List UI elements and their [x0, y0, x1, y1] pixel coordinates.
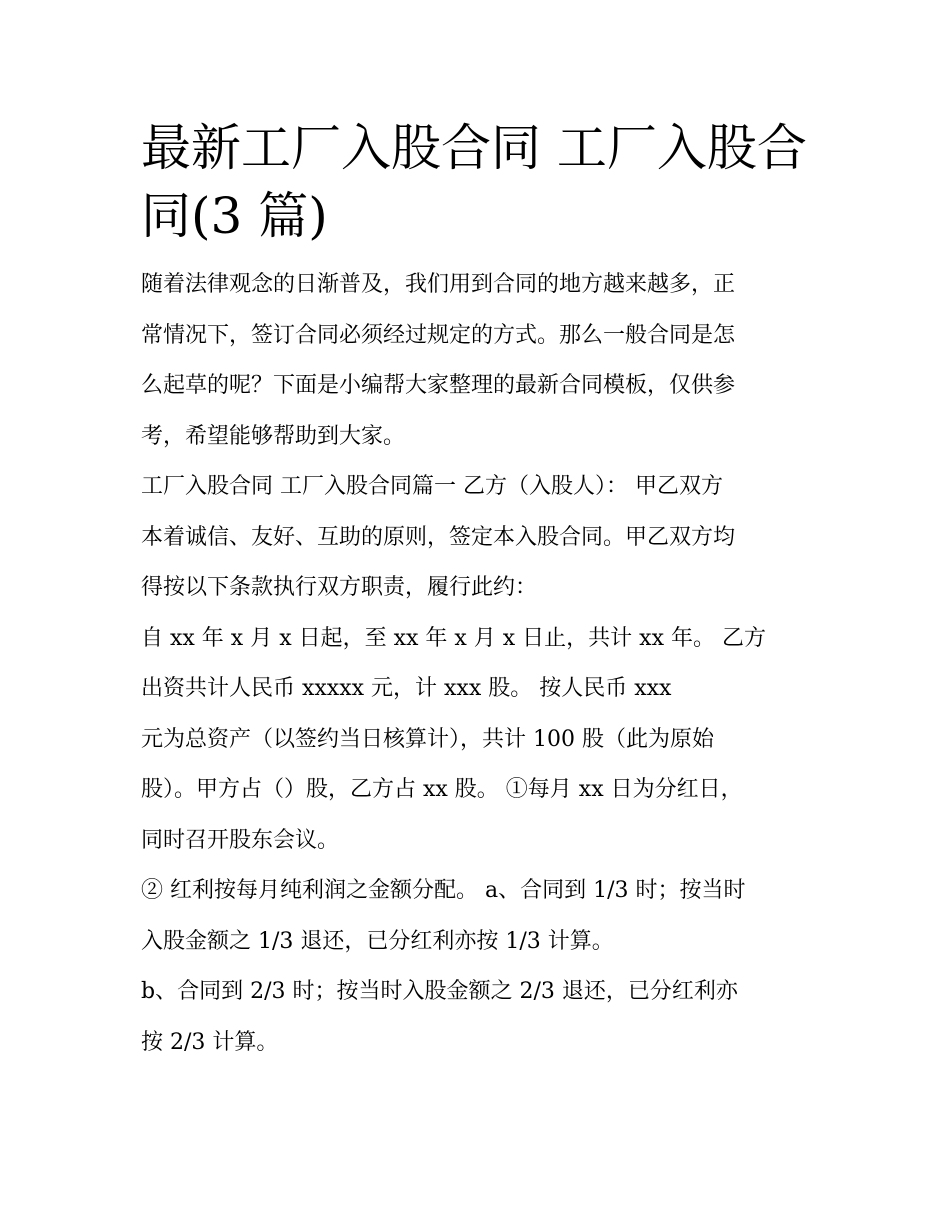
text-line: 同时召开股东会议。	[141, 827, 340, 853]
paragraph-intro	[141, 260, 813, 462]
text-line: 按 2/3 计算。	[141, 1029, 279, 1055]
text-line: 工厂入股合同 工厂入股合同篇一 乙方（入股人）： 甲乙双方	[141, 474, 723, 499]
text-line: 元为总资产（以签约当日核算计），共计 100 股（此为原始	[141, 726, 714, 752]
text-line: 本着诚信、友好、互助的原则，签定本入股合同。甲乙双方均	[141, 524, 736, 550]
text-line: 得按以下条款执行双方职责，履行此约：	[141, 575, 538, 600]
text-line: b、合同到 2/3 时；按当时入股金额之 2/3 退还，已分红利亦	[141, 979, 738, 1004]
title-line-1: 最新工厂入股合同 工厂入股合	[141, 119, 807, 177]
text-line: 股）。甲方占（）股，乙方占 xx 股。 ①每月 xx 日为分红日，	[141, 777, 743, 802]
text-line: 考，希望能够帮助到大家。	[141, 423, 406, 449]
text-line: ② 红利按每月纯利润之金额分配。 a、合同到 1/3 时；按当时	[141, 878, 746, 903]
document-content	[141, 114, 813, 1068]
text-line: 常情况下，签订合同必须经过规定的方式。那么一般合同是怎	[141, 322, 736, 348]
paragraph-contract-intro	[141, 462, 813, 614]
title-line-2: 同(3 篇)	[141, 187, 328, 245]
paragraph-terms	[141, 614, 813, 867]
paragraph-dividend-a	[141, 866, 813, 967]
page-title	[141, 114, 813, 250]
text-line: 入股金额之 1/3 退还，已分红利亦按 1/3 计算。	[141, 928, 614, 954]
text-line: 么起草的呢？下面是小编帮大家整理的最新合同模板，仅供参	[141, 373, 736, 398]
text-line: 随着法律观念的日渐普及，我们用到合同的地方越来越多，正	[141, 272, 736, 297]
paragraph-dividend-b	[141, 967, 813, 1068]
text-line: 自 xx 年 x 月 x 日起，至 xx 年 x 月 x 日止，共计 xx 年。 乙方	[141, 625, 766, 651]
text-line: 出资共计人民币 xxxxx 元，计 xxx 股。 按人民币 xxx	[141, 676, 672, 701]
